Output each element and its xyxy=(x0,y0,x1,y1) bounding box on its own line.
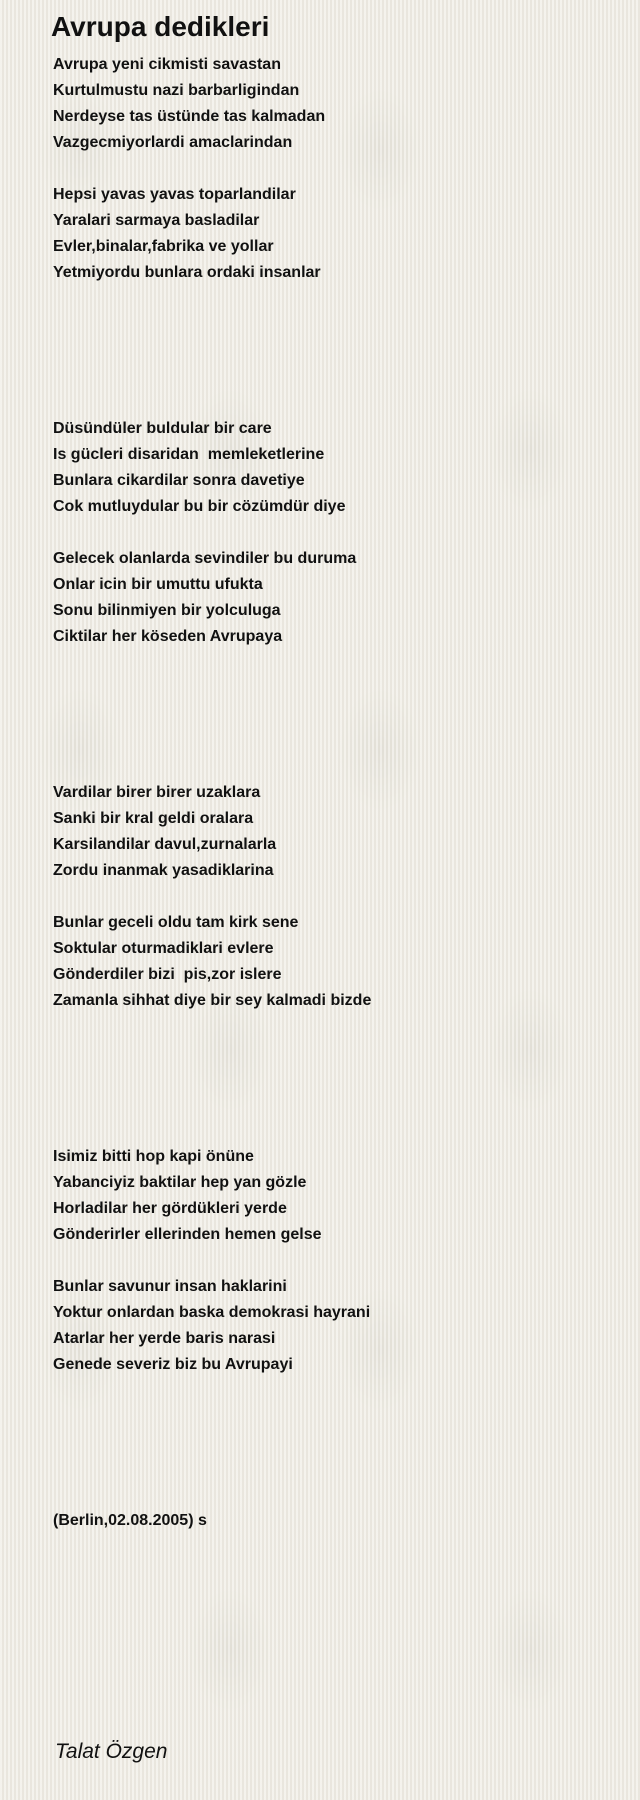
stanza-2 xyxy=(53,182,613,286)
poem-line: Gönderirler ellerinden hemen gelse xyxy=(53,1226,322,1243)
poem-line: Horladilar her gördükleri yerde xyxy=(53,1200,287,1217)
poem-line: Vazgecmiyorlardi amaclarindan xyxy=(53,134,293,151)
poem-line: Düsündüler buldular bir care xyxy=(53,420,272,437)
stanza-3 xyxy=(53,416,613,520)
poem-line: Onlar icin bir umuttu ufukta xyxy=(53,576,263,593)
stanza-4 xyxy=(53,546,613,650)
poem-line: Soktular oturmadiklari evlere xyxy=(53,940,274,957)
poem-line: Bunlar savunur insan haklarini xyxy=(53,1278,287,1295)
poem-line: Karsilandilar davul,zurnalarla xyxy=(53,836,277,853)
poem-line: Cok mutluydular bu bir cözümdür diye xyxy=(53,498,346,515)
stanza-5 xyxy=(53,780,613,884)
poem-line: Zordu inanmak yasadiklarina xyxy=(53,862,274,879)
poem-line: Yetmiyordu bunlara ordaki insanlar xyxy=(53,264,321,281)
poem-line: Genede severiz biz bu Avrupayi xyxy=(53,1356,293,1373)
poem-line: Sanki bir kral geldi oralara xyxy=(53,810,254,827)
author-signature: Talat Özgen xyxy=(55,1740,168,1763)
stanza-8 xyxy=(53,1274,613,1378)
poem-body xyxy=(53,52,613,1560)
poem-line: Gönderdiler bizi pis,zor islere xyxy=(53,966,282,983)
stanza-6 xyxy=(53,910,613,1014)
poem-line: Kurtulmustu nazi barbarligindan xyxy=(53,82,300,99)
stanza-1 xyxy=(53,52,613,156)
poem-line: Vardilar birer birer uzaklara xyxy=(53,784,261,801)
stanza-7 xyxy=(53,1144,613,1248)
poem-line: Yaralari sarmaya basladilar xyxy=(53,212,260,229)
poem-line: Atarlar her yerde baris narasi xyxy=(53,1330,276,1347)
stanza-date-note xyxy=(53,1508,613,1534)
poem-line: Yabanciyiz baktilar hep yan gözle xyxy=(53,1174,307,1191)
poem-date-note: (Berlin,02.08.2005) s xyxy=(53,1512,207,1529)
poem-line: Evler,binalar,fabrika ve yollar xyxy=(53,238,274,255)
poem-line: Yoktur onlardan baska demokrasi hayrani xyxy=(53,1304,371,1321)
poem-line: Sonu bilinmiyen bir yolculuga xyxy=(53,602,281,619)
poem-line: Is gücleri disaridan memleketlerine xyxy=(53,446,325,463)
poem-title: Avrupa dedikleri xyxy=(51,11,270,42)
poem-line: Zamanla sihhat diye bir sey kalmadi bizde xyxy=(53,992,372,1009)
poem-line: Bunlar geceli oldu tam kirk sene xyxy=(53,914,299,931)
poem-line: Gelecek olanlarda sevindiler bu duruma xyxy=(53,550,357,567)
poem-line: Ciktilar her köseden Avrupaya xyxy=(53,628,283,645)
poem-line: Bunlara cikardilar sonra davetiye xyxy=(53,472,305,489)
poem-line: Isimiz bitti hop kapi önüne xyxy=(53,1148,254,1165)
poem-line: Hepsi yavas yavas toparlandilar xyxy=(53,186,296,203)
poem-line: Nerdeyse tas üstünde tas kalmadan xyxy=(53,108,326,125)
poem-line: Avrupa yeni cikmisti savastan xyxy=(53,56,281,73)
